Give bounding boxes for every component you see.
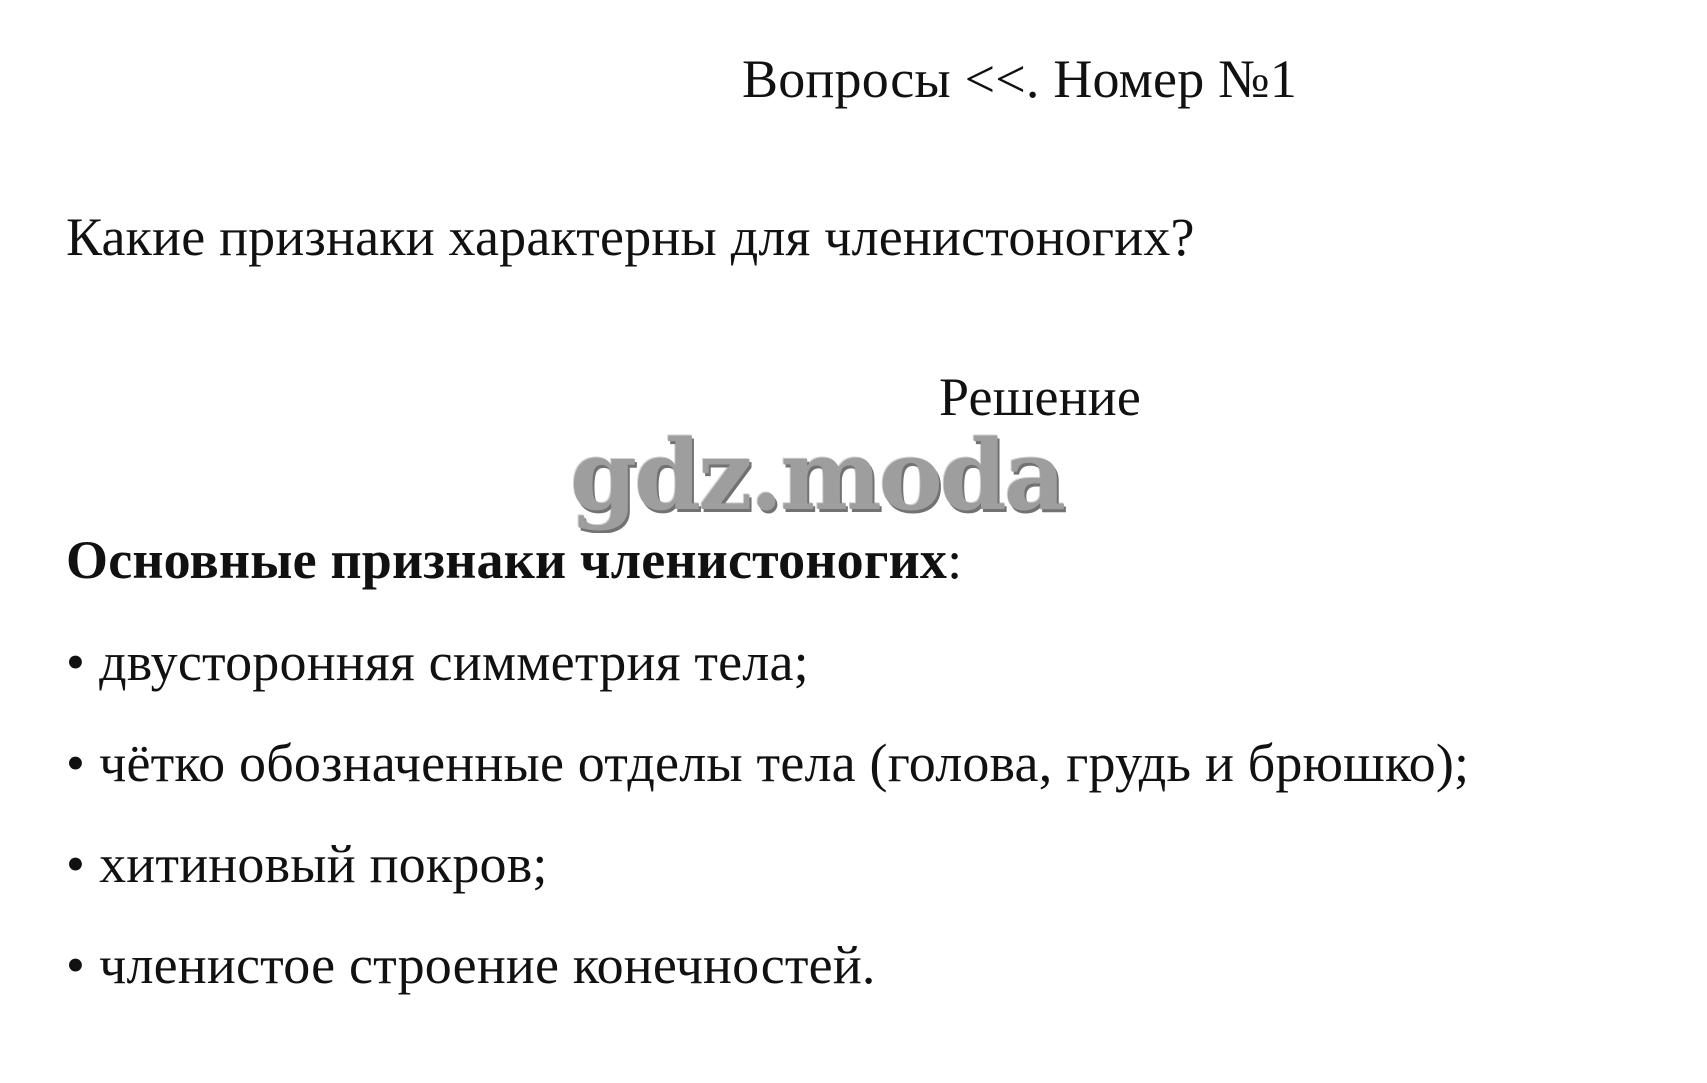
- section-title-colon: :: [947, 530, 963, 590]
- bullet-icon: •: [66, 834, 86, 894]
- section-title-bold: Основные признаки членистоногих: [66, 530, 948, 590]
- bullet-icon: •: [66, 733, 86, 793]
- list-item-text: членистое строение конечностей.: [99, 935, 876, 995]
- list-item: [66, 935, 876, 995]
- list-item-text: хитиновый покров;: [99, 834, 548, 894]
- list-item: [66, 733, 1470, 793]
- list-item: [66, 834, 548, 894]
- page-header: Вопросы <<. Номер №1: [742, 49, 1298, 109]
- question-text: Какие признаки характерны для членистоногих?: [66, 207, 1195, 267]
- list-item-text: чётко обозначенные отделы тела (голова, грудь и брюшко);: [99, 733, 1470, 793]
- bullet-icon: •: [66, 632, 86, 692]
- list-item-text: двусторонняя симметрия тела;: [99, 632, 809, 692]
- bullet-icon: •: [66, 935, 86, 995]
- watermark-logo: gdz.moda: [570, 419, 1064, 532]
- section-title: [66, 530, 963, 590]
- solution-heading: Решение: [939, 367, 1142, 427]
- list-item: [66, 632, 809, 692]
